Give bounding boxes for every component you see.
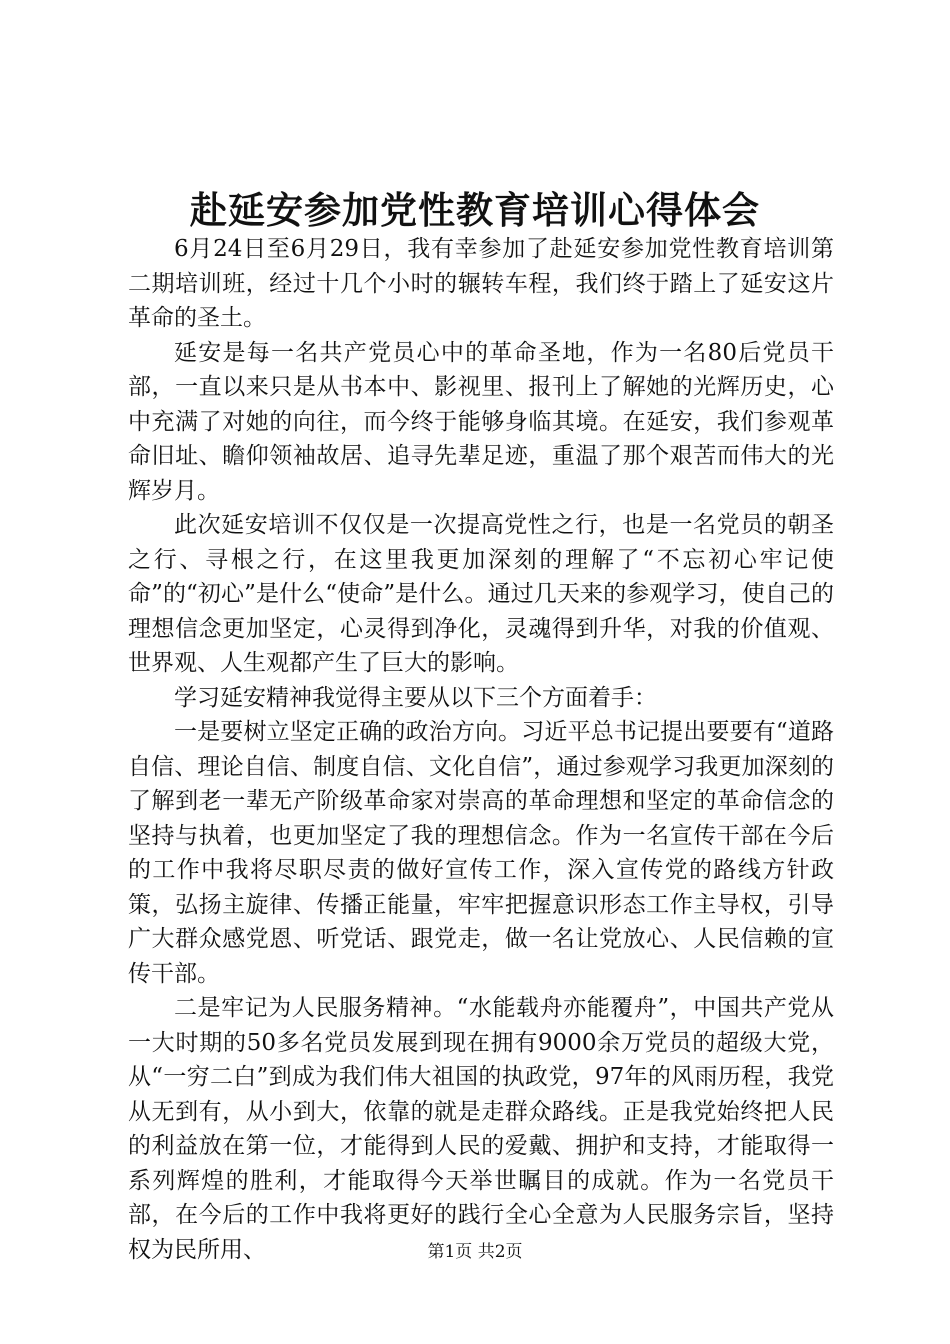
- page-footer: 第1页 共2页: [427, 1242, 523, 1262]
- paragraph-6: 二是牢记为人民服务精神。“水能载舟亦能覆舟”，中国共产党从一大时期的50多名党员发展到现在拥有9000余万党员的超级大党，从“一穷二白”到成为我们伟大祖国的执政党，97年的风雨历程，我党从无到有，从小到大，依靠的就是走群众路线。正是我党始终把人民的利益放在第一位，才能得到人民的爱戴、拥护和支持，才能取得一系列辉煌的胜利，才能取得今天举世瞩目的成就。作为一名党员干部，在今后的工作中我将更好的践行全心全意为人民服务宗旨，坚持权为民所用、: [128, 995, 834, 1263]
- paragraph-4: 学习延安精神我觉得主要从以下三个方面着手：: [174, 684, 657, 711]
- paragraph-2: 延安是每一名共产党员心中的革命圣地，作为一名80后党员干部，一直以来只是从书本中、影视里、报刊上了解她的光辉历史，心中充满了对她的向往，而今终于能够身临其境。在延安，我们参观革命旧址、瞻仰领袖故居、追寻先辈足迹，重温了那个艰苦而伟大的光辉岁月。: [128, 339, 834, 504]
- paragraph-5: 一是要树立坚定正确的政治方向。习近平总书记提出要要有“道路自信、理论自信、制度自信、文化自信”，通过参观学习我更加深刻的了解到老一辈无产阶级革命家对崇高的革命理想和坚定的革命信念的坚持与执着，也更加坚定了我的理想信念。作为一名宣传干部在今后的工作中我将尽职尽责的做好宣传工作，深入宣传党的路线方针政策，弘扬主旋律、传播正能量，牢牢把握意识形态工作主导权，引导广大群众感党恩、听党话、跟党走，做一名让党放心、人民信赖的宣传干部。: [128, 719, 834, 987]
- document-title: 赴延安参加党性教育培训心得体会: [190, 188, 760, 232]
- paragraph-3: 此次延安培训不仅仅是一次提高党性之行，也是一名党员的朝圣之行、寻根之行，在这里我更加深刻的理解了“不忘初心牢记使命”的“初心”是什么“使命”是什么。通过几天来的参观学习，使自己的理想信念更加坚定，心灵得到净化，灵魂得到升华，对我的价值观、世界观、人生观都产生了巨大的影响。: [128, 512, 834, 676]
- document-body: [128, 232, 834, 1267]
- paragraph-1: 6月24日至6月29日，我有幸参加了赴延安参加党性教育培训第二期培训班，经过十几个小时的辗转车程，我们终于踏上了延安这片革命的圣土。: [128, 236, 834, 331]
